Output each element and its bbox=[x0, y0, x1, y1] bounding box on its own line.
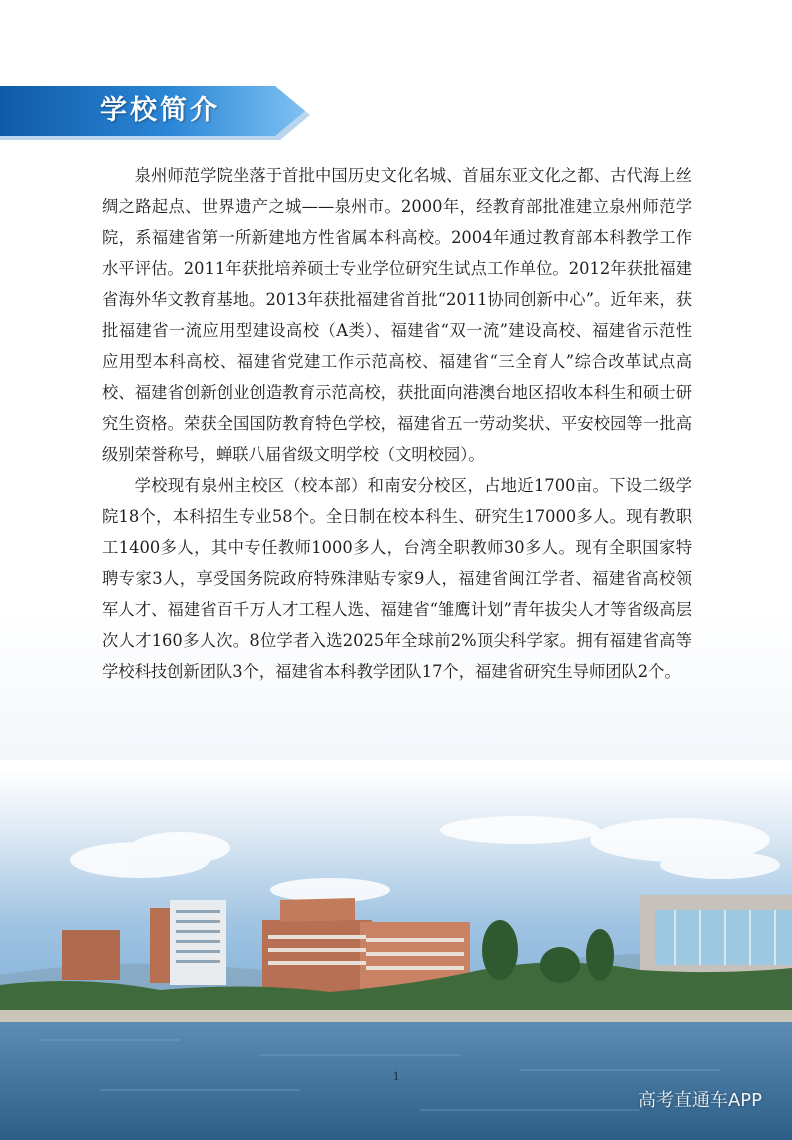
intro-text bbox=[102, 160, 692, 687]
section-title: 学校简介 bbox=[100, 95, 220, 126]
page-number: 1 bbox=[392, 1068, 400, 1083]
campus-illustration bbox=[0, 770, 792, 1140]
paragraph-2: 学校现有泉州主校区（校本部）和南安分校区，占地近1700亩。下设二级学院18个，本科招生专业58个。全日制在校本科生、研究生17000多人。现有教职工1400多人，其中专任教师1000多人，台湾全职教师30多人。现有全职国家特聘专家3人，享受国务院政府特殊津贴专家9人，福建省闽江学者、福建省高校领军人才、福建省百千万人才工程人选、福建省“雏鹰计划”青年拔尖人才等省级高层次人才160多人次。8位学者入选2025年全球前2%顶尖科学家。拥有福建省高等学校科技创新团队3个，福建省本科教学团队17个，福建省研究生导师团队2个。 bbox=[102, 476, 692, 681]
campus-photo bbox=[0, 770, 792, 1140]
paragraph-1: 泉州师范学院坐落于首批中国历史文化名城、首届东亚文化之都、古代海上丝绸之路起点、世界遗产之城——泉州市。2000年，经教育部批准建立泉州师范学院，系福建省第一所新建地方性省属本科高校。2004年通过教育部本科教学工作水平评估。2011年获批培养硕士专业学位研究生试点工作单位。2012年获批福建省海外华文教育基地。2013年获批福建省首批“2011协同创新中心”。近年来，获批福建省一流应用型建设高校（A类）、福建省“双一流”建设高校、福建省示范性应用型本科高校、福建省党建工作示范高校、福建省“三全育人”综合改革试点高校、福建省创新创业创造教育示范高校，获批面向港澳台地区招收本科生和硕士研究生资格。荣获全国国防教育特色学校，福建省五一劳动奖状、平安校园等一批高级别荣誉称号，蝉联八届省级文明学校（文明校园）。 bbox=[102, 166, 692, 464]
watermark: 高考直通车APP bbox=[637, 1090, 762, 1111]
